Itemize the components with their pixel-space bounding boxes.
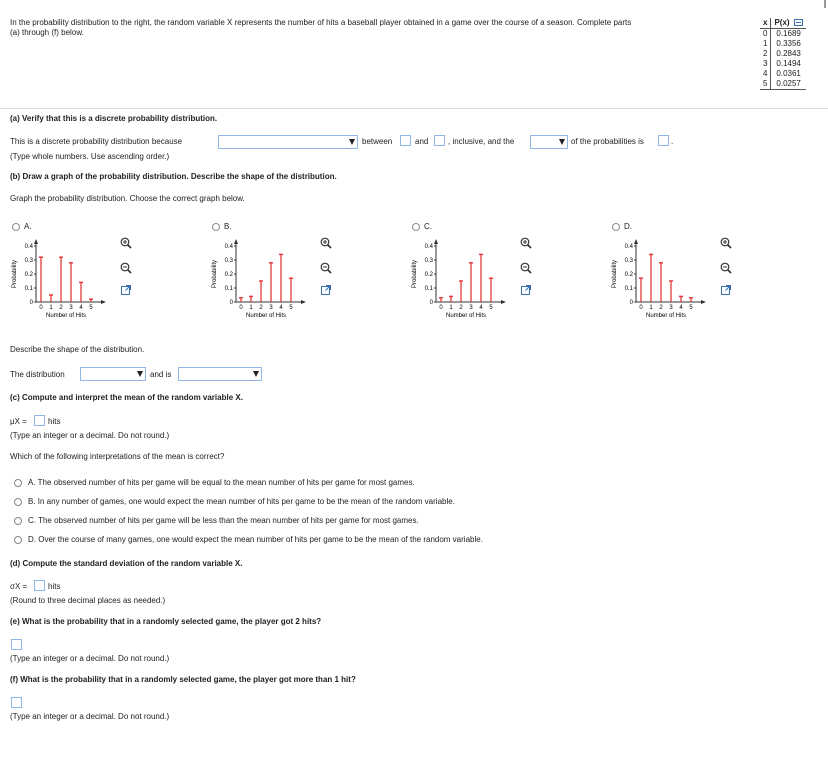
x-axis-arrow-icon <box>701 300 706 304</box>
x-tick-label: 1 <box>49 305 53 311</box>
graph-option-d-chart[interactable] <box>608 237 718 332</box>
x-tick-label: 4 <box>479 305 483 311</box>
y-tick-label: 0.4 <box>424 244 433 250</box>
y-axis-arrow-icon <box>434 239 438 244</box>
x-tick-label: 0 <box>439 305 443 311</box>
mu-label: μX = <box>10 417 27 426</box>
table-row: 2 0.2843 <box>760 49 806 59</box>
y-tick-label: 0.1 <box>424 286 433 292</box>
graph-option-a-label: A. <box>24 222 32 231</box>
y-tick-label: 0.1 <box>24 286 33 292</box>
mean-option-d: D. Over the course of many games, one would expect the mean number of hits per game to be the mean of the random variable. <box>28 535 483 544</box>
x-tick-label: 5 <box>289 305 293 311</box>
x-axis-arrow-icon <box>301 300 306 304</box>
part-b-title: (b) Draw a graph of the probability distribution. Describe the shape of the distribution. <box>10 172 337 181</box>
part-f-hint: (Type an integer or a decimal. Do not round.) <box>10 712 170 721</box>
y-tick-label: 0.2 <box>24 272 33 278</box>
x-tick-label: 0 <box>39 305 43 311</box>
mean-option-d-radio[interactable] <box>14 536 22 544</box>
divider <box>0 108 828 109</box>
zoom-in-icon[interactable] <box>520 237 532 249</box>
y-tick-label: 0.1 <box>224 286 233 292</box>
part-d-title: (d) Compute the standard deviation of the random variable X. <box>10 559 243 568</box>
y-axis-arrow-icon <box>234 239 238 244</box>
graph-option-a-radio[interactable] <box>12 223 20 231</box>
dropdown-arrow-icon <box>349 139 355 145</box>
part-e-title: (e) What is the probability that in a randomly selected game, the player got 2 hits? <box>10 617 322 626</box>
x-tick-label: 2 <box>659 305 663 311</box>
distribution-skew-select[interactable] <box>178 367 262 381</box>
x-tick-label: 0 <box>239 305 243 311</box>
graph-option-d-radio[interactable] <box>612 223 620 231</box>
graph-option-c-chart[interactable] <box>408 237 518 332</box>
y-tick-label: 0.2 <box>624 272 633 278</box>
part-a-title: (a) Verify that this is a discrete probability distribution. <box>10 114 218 123</box>
graph-option-d-label: D. <box>624 222 632 231</box>
zoom-in-icon[interactable] <box>720 237 732 249</box>
part-b-instruction: Graph the probability distribution. Choose the correct graph below. <box>10 194 245 203</box>
part-a-sentence: This is a discrete probability distribution because <box>10 137 183 146</box>
part-c-title: (c) Compute and interpret the mean of the random variable X. <box>10 393 243 402</box>
x-tick-label: 4 <box>79 305 83 311</box>
graph-option-c-label: C. <box>424 222 432 231</box>
open-external-icon[interactable] <box>720 284 732 296</box>
prob-more-than-1-input[interactable] <box>11 697 22 708</box>
x-tick-label: 1 <box>649 305 653 311</box>
y-tick-label: 0.4 <box>624 244 633 250</box>
y-tick-label: 0.1 <box>624 286 633 292</box>
y-tick-label: 0 <box>629 300 633 306</box>
x-axis-arrow-icon <box>501 300 506 304</box>
y-axis-label: Probability <box>612 259 618 289</box>
mean-unit: hits <box>48 417 61 426</box>
y-axis-arrow-icon <box>34 239 38 244</box>
graph-option-b-radio[interactable] <box>212 223 220 231</box>
graph-option-b-chart[interactable] <box>208 237 318 332</box>
prob-2-hits-input[interactable] <box>11 639 22 650</box>
y-tick-label: 0.2 <box>224 272 233 278</box>
distribution-shape-select[interactable] <box>80 367 146 381</box>
y-tick-label: 0.4 <box>24 244 33 250</box>
x-tick-label: 1 <box>249 305 253 311</box>
x-tick-label: 4 <box>279 305 283 311</box>
x-tick-label: 3 <box>269 305 273 311</box>
std-dev-input[interactable] <box>34 580 45 591</box>
zoom-in-icon[interactable] <box>320 237 332 249</box>
x-tick-label: 3 <box>469 305 473 311</box>
between-label: between <box>362 137 393 146</box>
x-tick-label: 4 <box>679 305 683 311</box>
table-header-x: x <box>760 18 771 29</box>
distribution-label: The distribution <box>10 370 65 379</box>
mean-input[interactable] <box>34 415 45 426</box>
x-tick-label: 0 <box>639 305 643 311</box>
x-tick-label: 5 <box>489 305 493 311</box>
y-axis-label: Probability <box>212 259 218 289</box>
part-f-title: (f) What is the probability that in a randomly selected game, the player got more than 1 hit? <box>10 675 356 684</box>
y-tick-label: 0 <box>429 300 433 306</box>
zoom-out-icon[interactable] <box>120 262 132 274</box>
y-tick-label: 0 <box>229 300 233 306</box>
period: . <box>671 137 674 146</box>
part-c-hint: (Type an integer or a decimal. Do not round.) <box>10 431 170 440</box>
probability-table <box>760 18 806 90</box>
copy-icon[interactable] <box>794 19 803 26</box>
x-tick-label: 1 <box>449 305 453 311</box>
part-a-quantity-select[interactable] <box>530 135 568 149</box>
y-tick-label: 0.3 <box>224 258 233 264</box>
std-dev-unit: hits <box>48 582 61 591</box>
x-axis-arrow-icon <box>101 300 106 304</box>
y-tick-label: 0.4 <box>224 244 233 250</box>
x-tick-label: 3 <box>669 305 673 311</box>
y-tick-label: 0.3 <box>24 258 33 264</box>
sigma-label: σX = <box>10 582 28 591</box>
y-tick-label: 0.3 <box>624 258 633 264</box>
table-row: 3 0.1494 <box>760 59 806 69</box>
x-tick-label: 2 <box>59 305 63 311</box>
mean-option-c-radio[interactable] <box>14 517 22 525</box>
zoom-out-icon[interactable] <box>320 262 332 274</box>
table-row: 4 0.0361 <box>760 69 806 79</box>
intro-text: In the probability distribution to the right, the random variable X represents the number of hits a baseball player obtained in a game over the course of a season. Complete parts <box>10 18 632 27</box>
zoom-out-icon[interactable] <box>520 262 532 274</box>
intro-text-2: (a) through (f) below. <box>10 28 84 37</box>
x-axis-label: Number of Hits <box>445 313 487 319</box>
x-axis-label: Number of Hits <box>45 313 87 319</box>
part-d-hint: (Round to three decimal places as needed.) <box>10 596 166 605</box>
dropdown-arrow-icon <box>253 371 259 377</box>
part-a-reason-select[interactable] <box>218 135 358 149</box>
y-axis-label: Probability <box>12 259 18 289</box>
x-tick-label: 5 <box>89 305 93 311</box>
graph-option-b-label: B. <box>224 222 232 231</box>
table-row: 5 0.0257 <box>760 79 806 90</box>
mean-option-b-radio[interactable] <box>14 498 22 506</box>
x-axis-label: Number of Hits <box>645 313 687 319</box>
y-axis-arrow-icon <box>634 239 638 244</box>
y-tick-label: 0.2 <box>424 272 433 278</box>
mean-option-b: B. In any number of games, one would expect the mean number of hits per game to be the mean of the random variable. <box>28 497 455 506</box>
part-c-question: Which of the following interpretations of the mean is correct? <box>10 452 225 461</box>
x-axis-label: Number of Hits <box>245 313 287 319</box>
part-e-hint: (Type an integer or a decimal. Do not round.) <box>10 654 170 663</box>
open-external-icon[interactable] <box>520 284 532 296</box>
mean-option-c: C. The observed number of hits per game will be less than the mean number of hits per game for most games. <box>28 516 419 525</box>
sum-input[interactable] <box>658 135 669 146</box>
x-tick-label: 5 <box>689 305 693 311</box>
mean-option-a: A. The observed number of hits per game will be equal to the mean number of hits per game for most games. <box>28 478 415 487</box>
and-is-label: and is <box>150 370 172 379</box>
y-axis-label: Probability <box>412 259 418 289</box>
table-header-px: P(x) <box>771 18 806 29</box>
graph-option-c-radio[interactable] <box>412 223 420 231</box>
dropdown-arrow-icon <box>559 139 565 145</box>
y-tick-label: 0.3 <box>424 258 433 264</box>
describe-shape-prompt: Describe the shape of the distribution. <box>10 345 145 354</box>
table-row: 0 0.1689 <box>760 29 806 40</box>
inclusive-label: , inclusive, and the <box>448 137 515 146</box>
zoom-out-icon[interactable] <box>720 262 732 274</box>
x-tick-label: 2 <box>459 305 463 311</box>
table-row: 1 0.3356 <box>760 39 806 49</box>
x-tick-label: 2 <box>259 305 263 311</box>
open-external-icon[interactable] <box>320 284 332 296</box>
upper-bound-input[interactable] <box>434 135 445 146</box>
y-tick-label: 0 <box>29 300 33 306</box>
of-probabilities-label: of the probabilities is <box>571 137 644 146</box>
graph-option-a-chart[interactable] <box>8 237 118 332</box>
x-tick-label: 3 <box>69 305 73 311</box>
and-label: and <box>415 137 429 146</box>
zoom-in-icon[interactable] <box>120 237 132 249</box>
dropdown-arrow-icon <box>137 371 143 377</box>
mean-option-a-radio[interactable] <box>14 479 22 487</box>
part-a-hint: (Type whole numbers. Use ascending order.) <box>10 152 170 161</box>
open-external-icon[interactable] <box>120 284 132 296</box>
lower-bound-input[interactable] <box>400 135 411 146</box>
scroll-indicator[interactable] <box>822 0 828 8</box>
